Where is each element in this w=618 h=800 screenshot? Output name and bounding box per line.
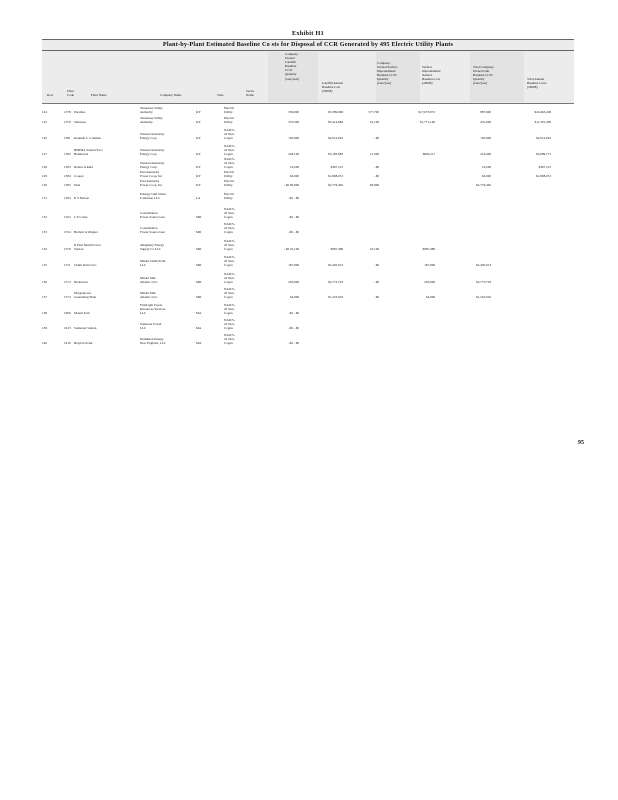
- cell-row: 139: [42, 325, 47, 330]
- cell-sq: - $0: [373, 279, 379, 284]
- cell-state: MA: [196, 310, 202, 315]
- cell-code: 1570: [64, 246, 71, 251]
- cell-row: 140: [42, 340, 47, 345]
- cell-code: 1379: [64, 119, 71, 124]
- cell-sc: 203,000: [424, 279, 435, 284]
- cell-code: 1382: [64, 151, 71, 156]
- cell-tq: 216,400: [480, 151, 491, 156]
- cell-sector: NAICS- 22 Non- Cogen: [224, 221, 235, 234]
- cell-sc: [380, 315, 436, 330]
- cell-row: 134: [42, 246, 47, 251]
- cell-sector: NAICS- 22 Non- Cogen: [224, 271, 235, 284]
- cell-state: MD: [196, 246, 202, 251]
- cell-lc: $5,389,606: [328, 109, 343, 114]
- cell-code: 1573: [64, 294, 71, 299]
- cell-name: Robert A Reid: [74, 164, 93, 169]
- cell-state: MD: [196, 262, 202, 267]
- cell-row: 135: [42, 262, 47, 267]
- cell-state: KY: [196, 119, 201, 124]
- cell-sq: 60,000: [369, 182, 379, 187]
- cell-sector: NAICS- 22 Non- Cogen: [224, 127, 235, 140]
- header-plant-code: Plant Code: [67, 89, 74, 98]
- cell-tc: [492, 178, 552, 187]
- table-row: [42, 251, 552, 267]
- cell-company: Constellation Power Source Gen: [140, 225, 165, 234]
- cell-sq: 12,300: [369, 151, 379, 156]
- header-sector-name: Sector Name: [246, 89, 255, 98]
- header-total-quantity: Total Company- Owned Unit Baseline CCW Quantity (tons/year): [473, 65, 495, 86]
- cell-tq: [436, 234, 492, 251]
- header-landfill-quantity: Company- Owned Landfill Baseline CCW Quantity (tons/year): [285, 52, 300, 81]
- cell-tq: 94,000: [481, 173, 491, 178]
- cell-sc: $987,489: [422, 246, 435, 251]
- cell-row: 131: [42, 195, 47, 200]
- cell-sq: - $0: [373, 135, 379, 140]
- table-row: [42, 330, 552, 345]
- cell-name: HMP&L Station/Two Henderson: [74, 147, 103, 156]
- table-title: Plant-by-Plant Estimated Baseline Co sts for Disposal of CCR Generated by 495 Electric Utility Plants: [162, 41, 454, 48]
- cell-tc: $4,089,771: [536, 151, 551, 156]
- cell-tc: [492, 299, 552, 315]
- cell-tc: [492, 284, 552, 299]
- cell-lq: 64,000: [289, 294, 299, 299]
- cell-sq: - $0: [373, 262, 379, 267]
- cell-lq: - $0 25,100: [283, 246, 299, 251]
- header-surface-quantity: Company- Owned Surface Impoundment Baseline CCW Quantity (tons/year): [377, 61, 398, 86]
- table-row: [42, 267, 552, 284]
- cell-sector: NAICS- 22 Non- Cogen: [224, 206, 235, 219]
- header-company-name: Company Name: [160, 93, 182, 97]
- cell-tq: 163,900: [480, 135, 491, 140]
- table-row: [42, 104, 552, 114]
- cell-lq: - $0 - $0: [287, 214, 299, 219]
- cell-tc: [492, 234, 552, 251]
- cell-lq: 203,000: [288, 279, 299, 284]
- cell-sector: NAICS- 22 Non- Cogen: [224, 156, 235, 169]
- cell-tq: [436, 330, 492, 345]
- cell-state: MD: [196, 279, 202, 284]
- cell-lq: - $0 - $0: [287, 310, 299, 315]
- cell-tc: [492, 200, 552, 219]
- cell-lc: $3,183,083: [328, 151, 343, 156]
- header-row: Row: [47, 93, 54, 97]
- cell-company: Western Kentucky Energy Corp: [140, 131, 165, 140]
- cell-sector: NAICS- 22 Non- Cogen: [224, 238, 235, 251]
- table-row: [42, 114, 552, 124]
- cell-code: 1571: [64, 262, 71, 267]
- cell-lq: 339,900: [288, 109, 299, 114]
- cell-row: 132: [42, 214, 47, 219]
- page-number: 95: [578, 440, 584, 446]
- table-row: [42, 315, 552, 330]
- cell-sq: [344, 219, 380, 234]
- cell-code: 1383: [64, 164, 71, 169]
- cell-state: MD: [196, 214, 202, 219]
- cell-sc: [380, 219, 436, 234]
- cell-row: 128: [42, 164, 47, 169]
- cell-tq: $2,405,913: [476, 262, 491, 267]
- cell-tq: [436, 315, 492, 330]
- table-row: [42, 169, 552, 178]
- cell-name: R Paul Smith Power Station: [74, 242, 101, 251]
- cell-sc: [380, 200, 436, 219]
- table-row: [42, 156, 552, 169]
- table-row: [42, 284, 552, 299]
- cell-row: 127: [42, 151, 47, 156]
- data-table: [42, 104, 552, 345]
- cell-row: 126: [42, 135, 47, 140]
- cell-sector: NAICS- 22 Non- Cogen: [224, 286, 235, 299]
- cell-company: Tennessee Valley Authority: [140, 115, 163, 124]
- cell-tc: [492, 219, 552, 234]
- cell-company: Mirant Mid- Atlantic LLC: [140, 275, 158, 284]
- cell-sc: $1,771,166: [420, 119, 435, 124]
- cell-lq: 204,100: [288, 151, 299, 156]
- cell-sc: 64,000: [425, 294, 435, 299]
- cell-name: R S Nelson: [74, 195, 90, 200]
- cell-lc: $2,012,643: [328, 135, 343, 140]
- header-state: State: [217, 93, 224, 97]
- cell-lq: 167,000: [288, 262, 299, 267]
- cell-sc: $17,073,972: [418, 109, 435, 114]
- cell-company: Dominion Energy New England, LLC: [140, 336, 166, 345]
- cell-tq: $2,773,793: [476, 279, 491, 284]
- cell-code: 1552: [64, 214, 71, 219]
- cell-company: East Kentucky Power Coop, Inc: [140, 169, 163, 178]
- cell-sc: [380, 330, 436, 345]
- cell-tq: [436, 187, 492, 200]
- cell-state: MA: [196, 325, 202, 330]
- cell-tc: [492, 330, 552, 345]
- cell-lc: [300, 219, 344, 234]
- cell-tc: [492, 187, 552, 200]
- cell-state: KY: [196, 164, 201, 169]
- cell-code: 1393: [64, 195, 71, 200]
- cell-sq: [344, 187, 380, 200]
- cell-code: 1554: [64, 229, 71, 234]
- cell-state: LA: [196, 195, 201, 200]
- header-plant-name: Plant Name: [91, 93, 107, 97]
- cell-lq: - $0 - $0: [287, 340, 299, 345]
- cell-lc: $2,776,462: [328, 182, 343, 187]
- cell-name: Paradise: [74, 109, 86, 114]
- cell-lc: $1,808,031: [328, 173, 343, 178]
- cell-sector: NAICS- 22 Non- Cogen: [224, 143, 235, 156]
- cell-sector: Electric Utility: [224, 105, 235, 114]
- cell-sq: - $0: [373, 294, 379, 299]
- cell-lq: - $0 - $0: [287, 325, 299, 330]
- cell-lc: [300, 187, 344, 200]
- header-landfill-cost: Landfill Annual Baseline Cost (2009$): [322, 81, 343, 94]
- cell-state: MD: [196, 229, 202, 234]
- cell-lc: $987,489: [330, 246, 343, 251]
- cell-state: KY: [196, 182, 201, 187]
- cell-row: 137: [42, 294, 47, 299]
- cell-name: Herbert A Wagner: [74, 229, 98, 234]
- cell-sc: $804,211: [422, 151, 435, 156]
- cell-lc: $5,414,084: [328, 119, 343, 124]
- cell-tc: [492, 251, 552, 267]
- cell-tq: 431,000: [480, 119, 491, 124]
- cell-tc: [492, 315, 552, 330]
- cell-name: Morgantown Generating Plant: [74, 290, 97, 299]
- cell-tq: $2,776,462: [476, 182, 491, 187]
- cell-row: 125: [42, 119, 47, 124]
- cell-sector: Electric Utility: [224, 178, 235, 187]
- cell-company: Somerset Power LLC: [140, 321, 162, 330]
- cell-name: Dale: [74, 182, 81, 187]
- cell-name: Chalk Point LLC: [74, 262, 97, 267]
- cell-tc: $11,591,200: [534, 119, 551, 124]
- cell-lc: $2,773,793: [328, 279, 343, 284]
- cell-name: C P Crane: [74, 214, 88, 219]
- table-row: [42, 124, 552, 140]
- cell-sq: [344, 299, 380, 315]
- cell-sc: [380, 124, 436, 140]
- cell-state: KY: [196, 173, 201, 178]
- cell-sc: [380, 169, 436, 178]
- cell-code: 1613: [64, 325, 71, 330]
- cell-tc: $1,808,031: [536, 173, 551, 178]
- cell-sq: - $0: [373, 164, 379, 169]
- cell-lc: [300, 315, 344, 330]
- cell-lc: $397,515: [330, 164, 343, 169]
- cell-tq: [436, 200, 492, 219]
- cell-name: Kenneth C Coleman: [74, 135, 101, 140]
- cell-tq: 19,200: [481, 164, 491, 169]
- cell-name: Somerset Station: [74, 325, 97, 330]
- cell-name: Mount Tom: [74, 310, 90, 315]
- table-row: [42, 200, 552, 219]
- cell-company: Constellation Power Source Gen: [140, 210, 165, 219]
- exhibit-title: Exhibit H1: [291, 30, 325, 37]
- cell-company: Western Kentucky Energy Corp: [140, 160, 165, 169]
- cell-company: East Kentucky Power Coop, Inc: [140, 178, 163, 187]
- cell-lq: 370,300: [288, 119, 299, 124]
- cell-lc: [300, 200, 344, 219]
- cell-state: MA: [196, 340, 202, 345]
- cell-row: 129: [42, 173, 47, 178]
- cell-code: 1378: [64, 109, 71, 114]
- cell-sq: 25,100: [369, 246, 379, 251]
- cell-name: Shawnee: [74, 119, 86, 124]
- cell-sector: NAICS- 22 Non- Cogen: [224, 317, 235, 330]
- cell-lc: $1,223,916: [328, 294, 343, 299]
- table-row: [42, 187, 552, 200]
- cell-company: FirstLight Power Resources Services LLC: [140, 302, 166, 315]
- cell-row: 136: [42, 279, 47, 284]
- cell-row: 138: [42, 310, 47, 315]
- cell-tq: [436, 299, 492, 315]
- table-row: [42, 299, 552, 315]
- cell-lq: - $0 - $0: [287, 229, 299, 234]
- cell-row: 130: [42, 182, 47, 187]
- cell-company: Mirant Mid- Atlantic LLC: [140, 290, 158, 299]
- cell-code: 1384: [64, 173, 71, 178]
- cell-tq: [436, 219, 492, 234]
- cell-code: 1572: [64, 279, 71, 284]
- cell-code: 1385: [64, 182, 71, 187]
- cell-sector: Electric Utility: [224, 115, 235, 124]
- header-surface-cost: Surface Impoundment Annual Baseline Cost (2009$): [422, 65, 441, 86]
- cell-company: Mirant Chalk Point LLC: [140, 258, 166, 267]
- cell-sector: Electric Utility: [224, 169, 235, 178]
- cell-sq: - $0: [373, 173, 379, 178]
- cell-code: 1619: [64, 340, 71, 345]
- cell-lq: - $0 60,000: [283, 182, 299, 187]
- cell-sc: [380, 299, 436, 315]
- cell-name: Brayton Point: [74, 340, 93, 345]
- table-row: [42, 219, 552, 234]
- cell-row: 124: [42, 109, 47, 114]
- cell-lc: $2,405,913: [328, 262, 343, 267]
- cell-sq: [344, 315, 380, 330]
- header-total-cost: Total Annual Baseline Costs (2009$): [527, 77, 547, 90]
- cell-company: Entergy Gulf States Louisiana LLC: [140, 191, 166, 200]
- cell-tc: $22,463,438: [534, 109, 551, 114]
- cell-lq: 19,200: [289, 164, 299, 169]
- cell-sc: [380, 178, 436, 187]
- cell-company: Tennessee Valley Authority: [140, 105, 163, 114]
- cell-company: Western Kentucky Energy Corp: [140, 147, 165, 156]
- cell-sq: 577,700: [368, 109, 379, 114]
- cell-lq: - $0 - $0: [287, 195, 299, 200]
- cell-state: KY: [196, 109, 201, 114]
- cell-tc: $2,012,643: [536, 135, 551, 140]
- cell-name: Dickerson: [74, 279, 88, 284]
- cell-sc: [380, 187, 436, 200]
- table-row: [42, 178, 552, 187]
- cell-row: 133: [42, 229, 47, 234]
- cell-sc: 167,000: [424, 262, 435, 267]
- cell-lq: 94,000: [289, 173, 299, 178]
- table-row: [42, 140, 552, 156]
- cell-tc: [492, 267, 552, 284]
- cell-lc: [300, 299, 344, 315]
- cell-lc: [300, 330, 344, 345]
- cell-state: KY: [196, 135, 201, 140]
- cell-tc: $397,515: [538, 164, 551, 169]
- cell-tq: $1,223,916: [476, 294, 491, 299]
- cell-sector: NAICS- 22 Non- Cogen: [224, 332, 235, 345]
- cell-sector: NAICS- 22 Non- Cogen: [224, 254, 235, 267]
- cell-sq: [344, 330, 380, 345]
- cell-state: KY: [196, 151, 201, 156]
- cell-sq: 61,100: [369, 119, 379, 124]
- cell-tq: 887,000: [480, 109, 491, 114]
- cell-sq: [344, 200, 380, 219]
- cell-lq: 163,900: [288, 135, 299, 140]
- cell-sector: Electric Utility: [224, 191, 235, 200]
- cell-sc: [380, 156, 436, 169]
- cell-code: 1606: [64, 310, 71, 315]
- cell-name: Cooper: [74, 173, 84, 178]
- table-row: [42, 234, 552, 251]
- cell-sector: NAICS- 22 Non- Cogen: [224, 302, 235, 315]
- cell-state: MD: [196, 294, 202, 299]
- cell-company: Allegheny Energy Supply Co LLC: [140, 242, 165, 251]
- cell-code: 1381: [64, 135, 71, 140]
